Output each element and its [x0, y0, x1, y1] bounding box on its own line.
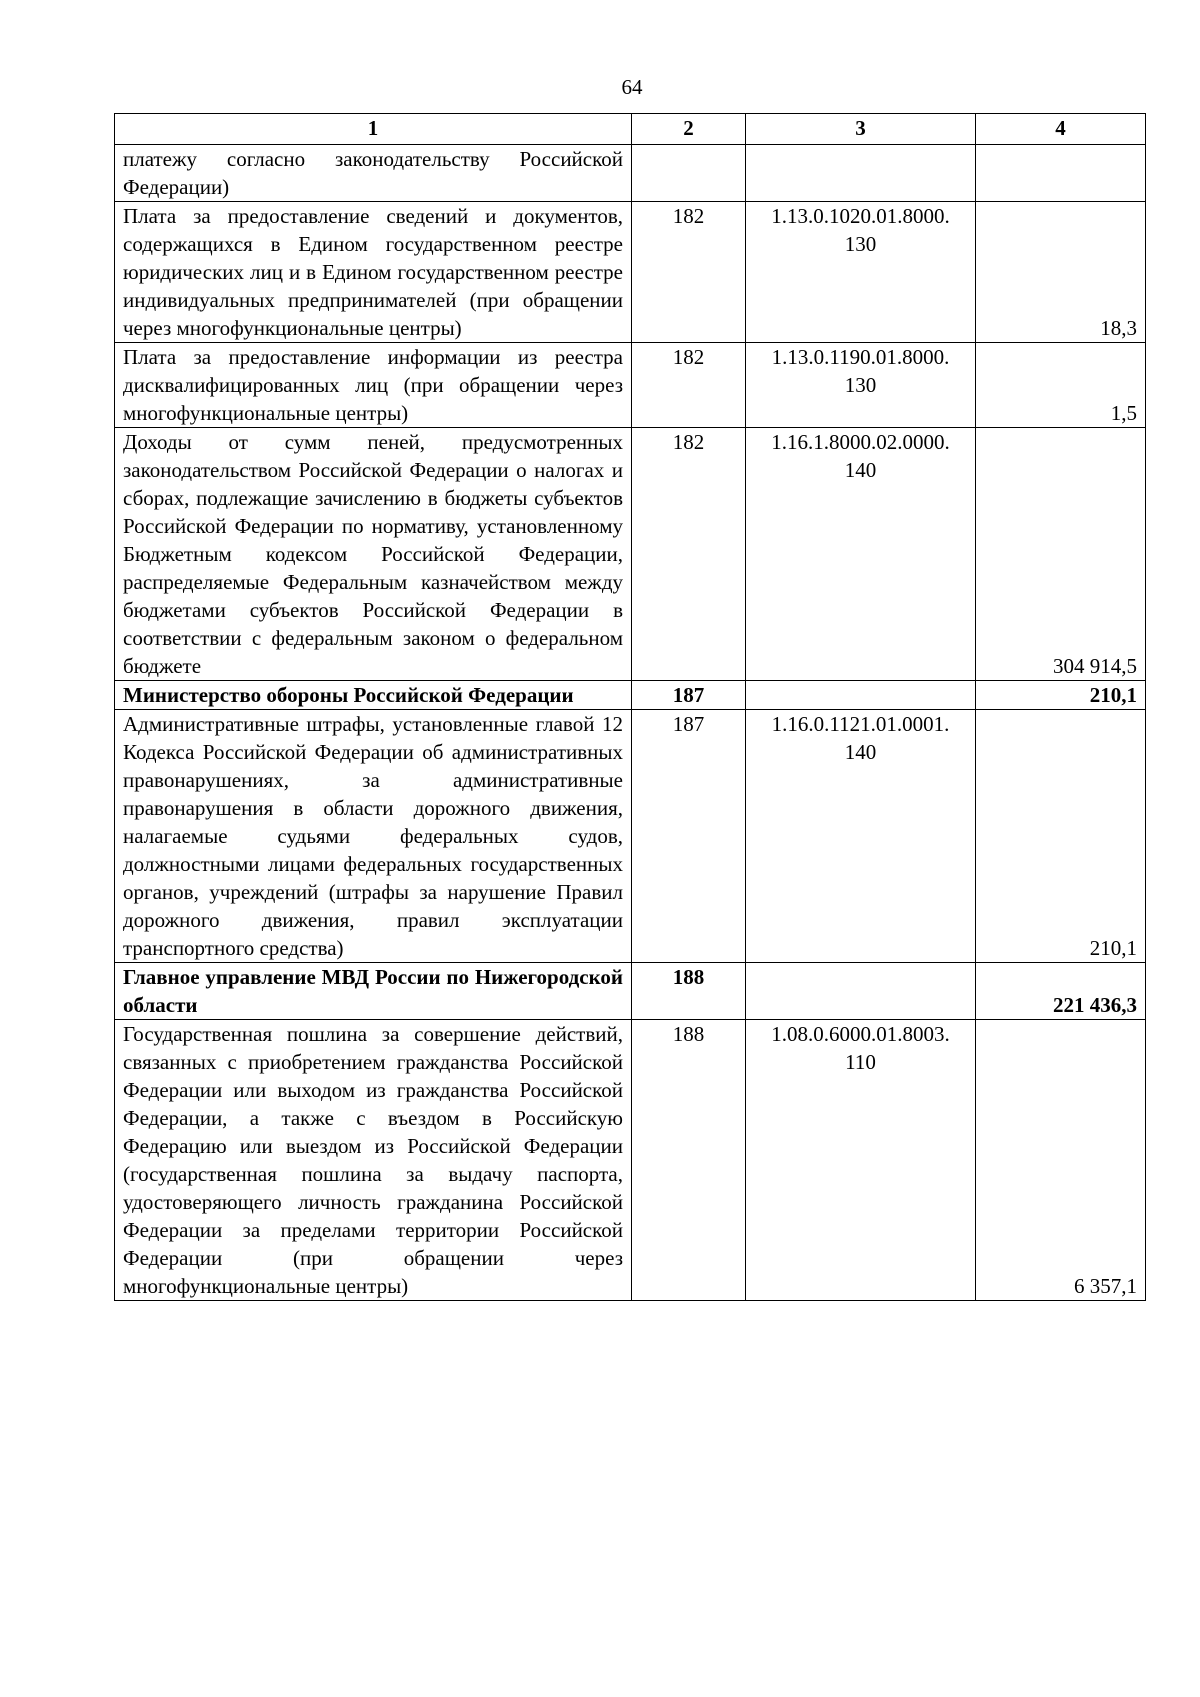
row-admin-code: 188 — [632, 1020, 746, 1301]
row-budget-code: 1.13.0.1190.01.8000. 130 — [746, 343, 976, 428]
table-row — [115, 428, 1146, 681]
row-budget-code: 1.13.0.1020.01.8000. 130 — [746, 202, 976, 343]
table-row-agency — [115, 963, 1146, 1020]
table-header-row — [115, 114, 1146, 145]
row-description: Доходы от сумм пеней, предусмотренных законодательством Российской Федерации о налогах и сборах, подлежащие зачислению в бюджеты субъектов Российской Федерации по нормативу, установленному Бюджетным кодексом Российской Федерации, распределяемые Федеральным казначейством между бюджетами субъектов Российской Федерации в соответствии с федеральным законом о федеральном бюджете — [115, 428, 632, 681]
row-admin-code: 182 — [632, 202, 746, 343]
table-row — [115, 145, 1146, 202]
row-description: Административные штрафы, установленные главой 12 Кодекса Российской Федерации об административных правонарушениях, за административные правонарушения в области дорожного движения, налагаемые судьями федеральных судов, должностными лицами федеральных государственных органов, учреждений (штрафы за нарушение Правил дорожного движения, правил эксплуатации транспортного средства) — [115, 710, 632, 963]
row-budget-code: 1.16.1.8000.02.0000. 140 — [746, 428, 976, 681]
agency-admin-code: 188 — [632, 963, 746, 1020]
table-row-agency — [115, 681, 1146, 710]
row-admin-code — [632, 145, 746, 202]
revenue-table — [114, 113, 1146, 1301]
row-budget-code: 1.08.0.6000.01.8003. 110 — [746, 1020, 976, 1301]
row-admin-code: 187 — [632, 710, 746, 963]
row-description: Плата за предоставление информации из реестра дисквалифицированных лиц (при обращении через многофункциональные центры) — [115, 343, 632, 428]
row-amount — [976, 145, 1146, 202]
agency-name: Министерство обороны Российской Федерации — [115, 681, 632, 710]
row-amount: 6 357,1 — [976, 1020, 1146, 1301]
row-admin-code: 182 — [632, 343, 746, 428]
row-admin-code: 182 — [632, 428, 746, 681]
agency-total: 221 436,3 — [976, 963, 1146, 1020]
row-amount: 210,1 — [976, 710, 1146, 963]
row-amount: 18,3 — [976, 202, 1146, 343]
agency-budget-code — [746, 963, 976, 1020]
table-row — [115, 710, 1146, 963]
column-header-3: 3 — [746, 114, 976, 145]
table-row — [115, 1020, 1146, 1301]
agency-name: Главное управление МВД России по Нижегородской области — [115, 963, 632, 1020]
agency-admin-code: 187 — [632, 681, 746, 710]
column-header-4: 4 — [976, 114, 1146, 145]
row-amount: 1,5 — [976, 343, 1146, 428]
page-number: 64 — [621, 75, 643, 99]
row-amount: 304 914,5 — [976, 428, 1146, 681]
row-description: платежу согласно законодательству Российской Федерации) — [115, 145, 632, 202]
agency-budget-code — [746, 681, 976, 710]
row-budget-code — [746, 145, 976, 202]
row-budget-code: 1.16.0.1121.01.0001. 140 — [746, 710, 976, 963]
table-row — [115, 202, 1146, 343]
agency-total: 210,1 — [976, 681, 1146, 710]
row-description: Плата за предоставление сведений и документов, содержащихся в Едином государственном реестре юридических лиц и в Едином государственном реестре индивидуальных предпринимателей (при обращении через многофункциональные центры) — [115, 202, 632, 343]
column-header-1: 1 — [115, 114, 632, 145]
column-header-2: 2 — [632, 114, 746, 145]
row-description: Государственная пошлина за совершение действий, связанных с приобретением гражданства Российской Федерации или выходом из гражданства Российской Федерации, а также с въездом в Российскую Федерацию или выездом из Российской Федерации (государственная пошлина за выдачу паспорта, удостоверяющего личность гражданина Российской Федерации за пределами территории Российской Федерации (при обращении через многофункциональные центры) — [115, 1020, 632, 1301]
table-row — [115, 343, 1146, 428]
